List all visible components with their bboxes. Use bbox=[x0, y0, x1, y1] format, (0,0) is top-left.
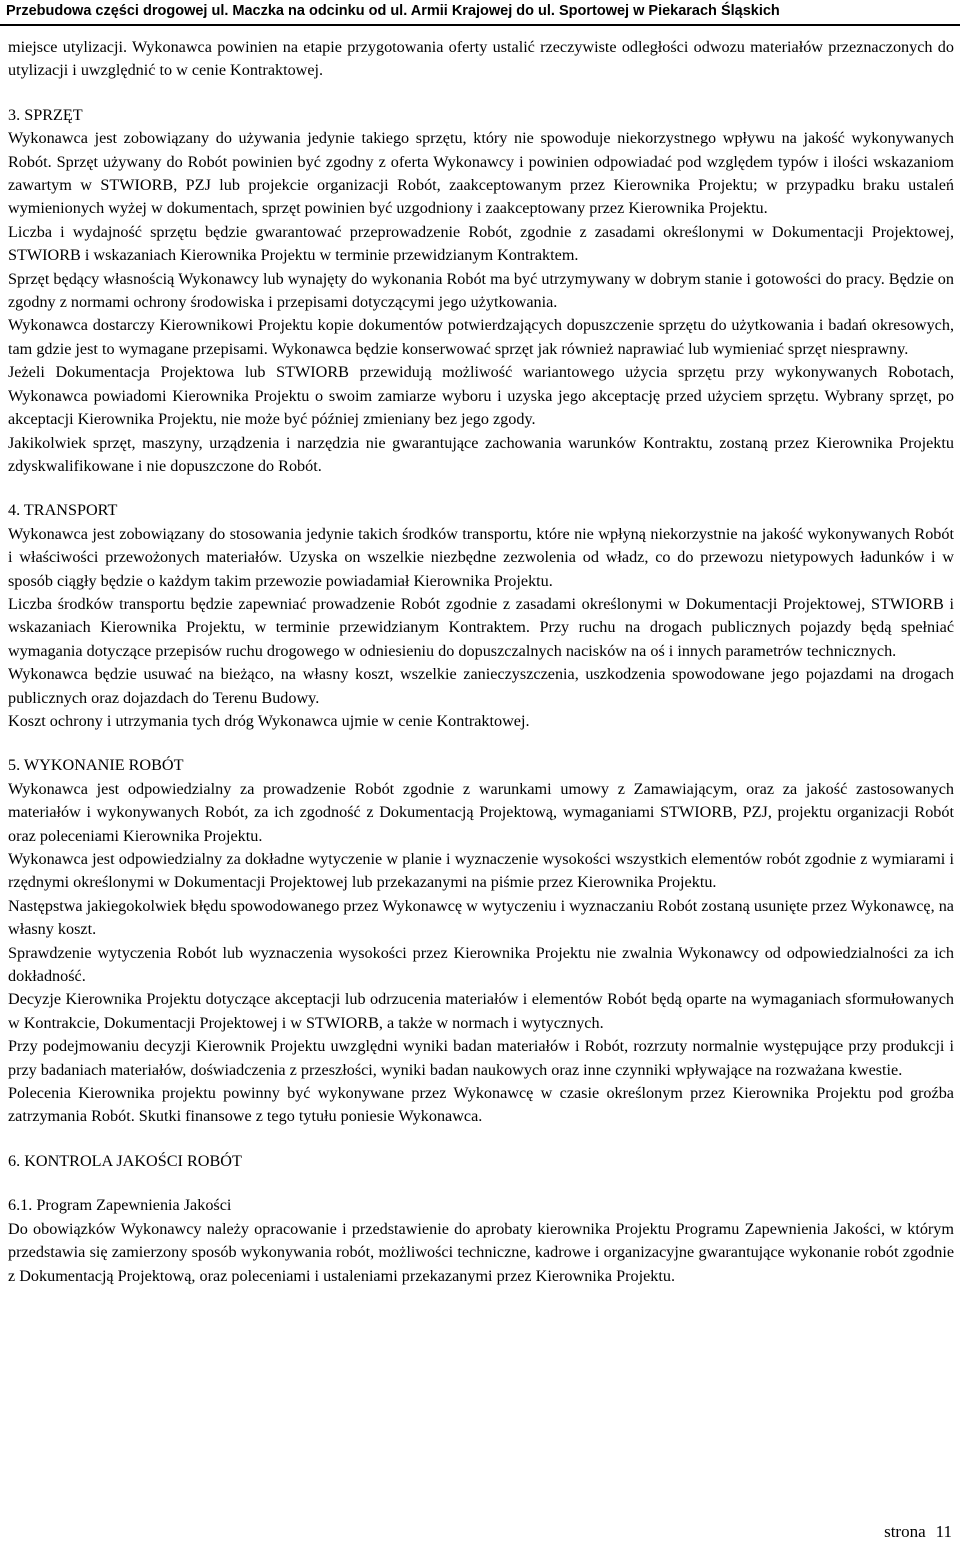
page-label: strona bbox=[884, 1522, 926, 1541]
section-gap bbox=[8, 478, 954, 499]
page-number: 11 bbox=[935, 1522, 952, 1541]
section-paragraph: Wykonawca jest zobowiązany do używania jedynie takiego sprzętu, który nie spowoduje niekorzystnego wpływu na jakość wykonywanych Robót. Sprzęt używany do Robót powinien być zgodny z oferta Wykonawcy i powinien odpowiadać pod względem typów i ilości wskazaniom zawartym w STWIORB, PZJ lub projekcie organizacji Robót, zaakceptowanym przez Kierownika Projektu; w przypadku braku ustaleń wymienionych wyżej w dokumentach, sprzęt powinien być uzgodniony i zaakceptowany przez Kierownika Projektu. bbox=[8, 129, 954, 218]
section-paragraph: Wykonawca dostarczy Kierownikowi Projektu kopie dokumentów potwierdzających dopuszczenie sprzętu do użytkowania i badań okresowych, tam gdzie jest to wymagane przepisami. Wykonawca będzie konserwować sprzęt jak również naprawiać lub wymieniać sprzęt niesprawny. bbox=[8, 316, 954, 358]
section-execution bbox=[8, 754, 954, 1129]
section-paragraph: Do obowiązków Wykonawcy należy opracowanie i przedstawienie do aprobaty kierownika Projektu Programu Zapewnienia Jakości, w którym przedstawia się zamierzony sposób wykonywania robót, możliwości techniczne, kadrowe i organizacyjne gwarantujące wykonanie robót zgodnie z Dokumentacją Projektową, oraz poleceniami i ustaleniami przekazanymi przez Kierownika Projektu. bbox=[8, 1219, 954, 1285]
section-paragraph: Polecenia Kierownika projektu powinny być wykonywane przez Wykonawcę w czasie określonym przez Kierownika Projektu pod groźba zatrzymania Robót. Skutki finansowe z tego tytułu poniesie Wykonawca. bbox=[8, 1084, 954, 1126]
section-paragraph: Liczba środków transportu będzie zapewniać prowadzenie Robót zgodnie z zasadami określonymi w Dokumentacji Projektowej, STWIORB i wskazaniach Kierownika Projektu, w terminie przewidzianym Kontraktem. Przy ruchu na drogach publicznych pojazdy będą spełniać wymagania dotyczące przepisów ruchu drogowego w odniesieniu do dopuszczalnych nacisków na oś i innych parametrów technicznych. bbox=[8, 594, 954, 660]
section-paragraph: Przy podejmowaniu decyzji Kierownik Projektu uwzględni wyniki badan materiałów i Robót, rozrzuty normalnie występujące przy produkcji i przy badaniach materiałów, doświadczenia z przeszłości, wyniki badan naukowych oraz inne czynniki wpływające na rozważana kwestie. bbox=[8, 1037, 954, 1079]
section-paragraph: Wykonawca będzie usuwać na bieżąco, na własny koszt, wszelkie zanieczyszczenia, uszkodzenia spowodowane jego pojazdami na drogach publicznych oraz dojazdach do Terenu Budowy. bbox=[8, 665, 954, 707]
document-header bbox=[0, 0, 960, 26]
section-paragraph: Koszt ochrony i utrzymania tych dróg Wykonawca ujmie w cenie Kontraktowej. bbox=[8, 711, 530, 730]
section-paragraph: Wykonawca jest zobowiązany do stosowania jedynie takich środków transportu, które nie wpłyną niekorzystnie na jakość wykonywanych Robót i właściwości przewożonych materiałów. Uzyska on wszelkie niezbędne zezwolenia od władz, co do przewozu nietypowych ładunków i w sposób ciągły będzie o każdym takim przewozie powiadamiał Kierownika Projektu. bbox=[8, 524, 954, 590]
section-equipment bbox=[8, 104, 954, 479]
section-gap bbox=[8, 1129, 954, 1150]
document-header-title: Przebudowa części drogowej ul. Maczka na odcinku od ul. Armii Krajowej do ul. Sportowej w Piekarach Śląskich bbox=[6, 3, 780, 19]
section-paragraph: Sprawdzenie wytyczenia Robót lub wyznaczenia wysokości przez Kierownika Projektu nie zwalnia Wykonawcy od odpowiedzialności za ich dokładność. bbox=[8, 943, 954, 986]
section-heading: 5. WYKONANIE ROBÓT bbox=[8, 756, 184, 775]
intro-paragraph: miejsce utylizacji. Wykonawca powinien na etapie przygotowania oferty ustalić rzeczywiste odległości odwozu materiałów przeznaczonych do utylizacji i uwzględnić to w cenie Kontraktowej. bbox=[8, 38, 954, 80]
document-body bbox=[8, 36, 954, 1288]
section-gap bbox=[8, 83, 954, 104]
section-quality-program bbox=[8, 1194, 954, 1288]
section-paragraph: Następstwa jakiegokolwiek błędu spowodowanego przez Wykonawcę w wytyczeniu i wyznaczaniu Robót zostaną usunięte przez Wykonawcę, na własny koszt. bbox=[8, 896, 954, 939]
section-quality-control bbox=[8, 1150, 954, 1173]
section-paragraph: Liczba i wydajność sprzętu będzie gwarantować przeprowadzenie Robót, zgodnie z zasadami określonymi w Dokumentacji Projektowej, STWIORB i wskazaniach Kierownika Projektu w terminie przewidzianym Kontraktem. bbox=[8, 222, 954, 265]
section-paragraph: Jeżeli Dokumentacja Projektowa lub STWIORB przewidują możliwość wariantowego użycia sprzętu przy wykonywanych Robotach, Wykonawca powiadomi Kierownika Projektu o swoim zamiarze wyboru i uzyska jego akceptację przed użyciem sprzętu. Wybrany sprzęt, po akceptacji Kierownika Projektu, nie może być później zmieniany bez jego zgody. bbox=[8, 363, 954, 429]
subsection-heading: 6.1. Program Zapewnienia Jakości bbox=[8, 1196, 232, 1215]
section-heading: 4. TRANSPORT bbox=[8, 501, 118, 520]
section-heading: 3. SPRZĘT bbox=[8, 105, 83, 124]
section-paragraph: Sprzęt będący własnością Wykonawcy lub wynajęty do wykonania Robót ma być utrzymywany w dobrym stanie i gotowości do pracy. Będzie on zgodny z normami ochrony środowiska i przepisami dotyczącymi jego użytkowania. bbox=[8, 269, 954, 312]
section-gap bbox=[8, 733, 954, 754]
section-transport bbox=[8, 499, 954, 733]
page-footer bbox=[884, 1522, 952, 1542]
section-paragraph: Jakikolwiek sprzęt, maszyny, urządzenia i narzędzia nie gwarantujące zachowania warunków Kontraktu, zostaną przez Kierownika Projektu zdyskwalifikowane i nie dopuszczone do Robót. bbox=[8, 433, 954, 475]
section-heading: 6. KONTROLA JAKOŚCI ROBÓT bbox=[8, 1151, 242, 1170]
section-paragraph: Wykonawca jest odpowiedzialny za dokładne wytyczenie w planie i wyznaczenie wysokości wszystkich elementów robót zgodnie z wymiarami i rzędnymi określonymi w Dokumentacji Projektowej lub przekazanymi na piśmie przez Kierownika Projektu. bbox=[8, 850, 954, 892]
section-paragraph: Decyzje Kierownika Projektu dotyczące akceptacji lub odrzucenia materiałów i elementów Robót będą oparte na wymaganiach sformułowanych w Kontrakcie, Dokumentacji Projektowej i w STWIORB, a także w normach i wytycznych. bbox=[8, 990, 954, 1032]
section-gap bbox=[8, 1173, 954, 1194]
section-paragraph: Wykonawca jest odpowiedzialny za prowadzenie Robót zgodnie z warunkami umowy z Zamawiającym, oraz za jakość zastosowanych materiałów i wykonywanych Robót, za ich zgodność z Dokumentacją Projektową, wymaganiami STWIORB, PZJ, projektu organizacji Robót oraz poleceniami Kierownika Projektu. bbox=[8, 779, 954, 845]
